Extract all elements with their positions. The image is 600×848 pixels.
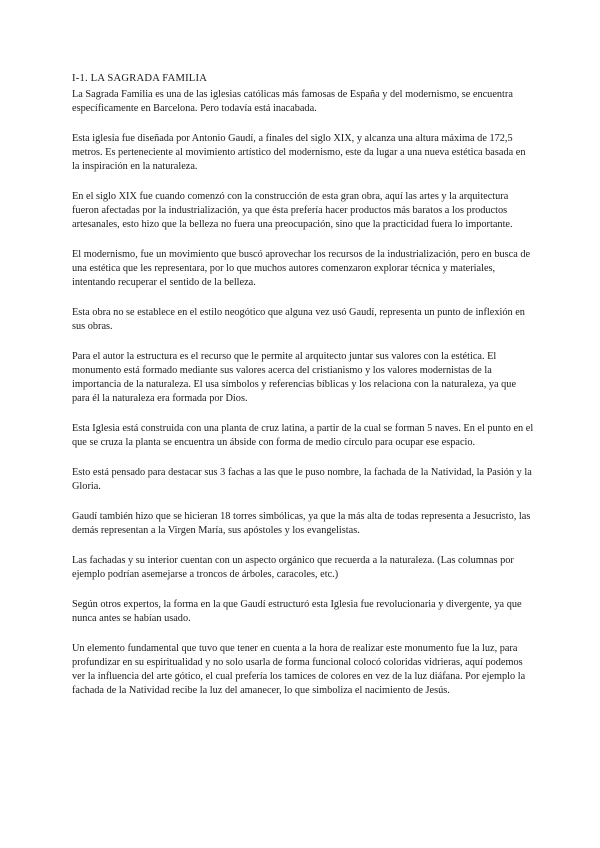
- paragraph-facades: Esto está pensado para destacar sus 3 fachas a las que le puso nombre, la fachada de la Natividad, la Pasión y la Gloria.: [72, 467, 532, 492]
- paragraph-industrialization: En el siglo XIX fue cuando comenzó con la construcción de esta gran obra, aquí las artes y la arquitectura fueron afectadas por la industrialización, ya que ésta prefería hacer productos más baratos a los productos artesanales, esto hizo que la belleza no fuera una preocupación, sino que la practicidad fuera lo importante.: [72, 191, 513, 230]
- document-title: I-1. LA SAGRADA FAMILIA: [72, 73, 208, 84]
- paragraph-neogothic: Esta obra no se establece en el estilo neogótico que alguna vez usó Gaudí, representa un punto de inflexión en sus obras.: [72, 307, 525, 332]
- paragraph-light: Un elemento fundamental que tuvo que tener en cuenta a la hora de realizar este monumento fue la luz, para profundizar en su espiritualidad y no solo usarla de forma funcional colocó coloridas vidrieras, aquí podemos ver la influencia del arte gótico, el cual prefería los tamices de colores en vez de la luz diáfana. Por ejemplo la fachada de la Natividad recibe la luz del amanecer, lo que simboliza el nacimiento de Jesús.: [72, 643, 526, 696]
- paragraph-structure: Para el autor la estructura es el recurso que le permite al arquitecto juntar sus valores con la estética. El monumento está formado mediante sus valores acerca del cristianismo y los valores modernistas de la importancia de la naturaleza. El usa símbolos y referencias bíblicas y los relaciona con la naturaleza, ya que para él la naturaleza era formada por Dios.: [72, 351, 517, 404]
- paragraph-floor-plan: Esta Iglesia está construida con una planta de cruz latina, a partir de la cual se forman 5 naves. En el punto en el que se cruza la planta se encuentra un ábside con forma de medio círculo para ocupar ese espacio.: [72, 423, 534, 448]
- document-page: [72, 72, 534, 714]
- paragraph-design: Esta iglesia fue diseñada por Antonio Gaudí, a finales del siglo XIX, y alcanza una altura máxima de 172,5 metros. Es perteneciente al movimiento artístico del modernismo, este da lugar a una nueva estética basada en la inspiración en la naturaleza.: [72, 133, 526, 172]
- paragraph-organic: Las fachadas y su interior cuentan con un aspecto orgánico que recuerda a la naturaleza. (Las columnas por ejemplo podrían asemejarse a troncos de árboles, caracoles, etc.): [72, 555, 514, 580]
- paragraph-towers: Gaudí también hizo que se hicieran 18 torres simbólicas, ya que la más alta de todas representa a Jesucristo, las demás representan a la Virgen María, sus apóstoles y los evangelistas.: [72, 511, 531, 536]
- paragraph-intro: La Sagrada Familia es una de las iglesias católicas más famosas de España y del modernismo, se encuentra específicamente en Barcelona. Pero todavía está inacabada.: [72, 89, 513, 114]
- paragraph-modernism: El modernismo, fue un movimiento que buscó aprovechar los recursos de la industrialización, pero en busca de una estética que les representara, por lo que muchos autores comenzaron explorar técnica y materiales, intentando recuperar el sentido de la belleza.: [72, 249, 531, 288]
- paragraph-experts: Según otros expertos, la forma en la que Gaudí estructuró esta Iglesia fue revolucionaria y divergente, ya que nunca antes se habían usado.: [72, 599, 522, 624]
